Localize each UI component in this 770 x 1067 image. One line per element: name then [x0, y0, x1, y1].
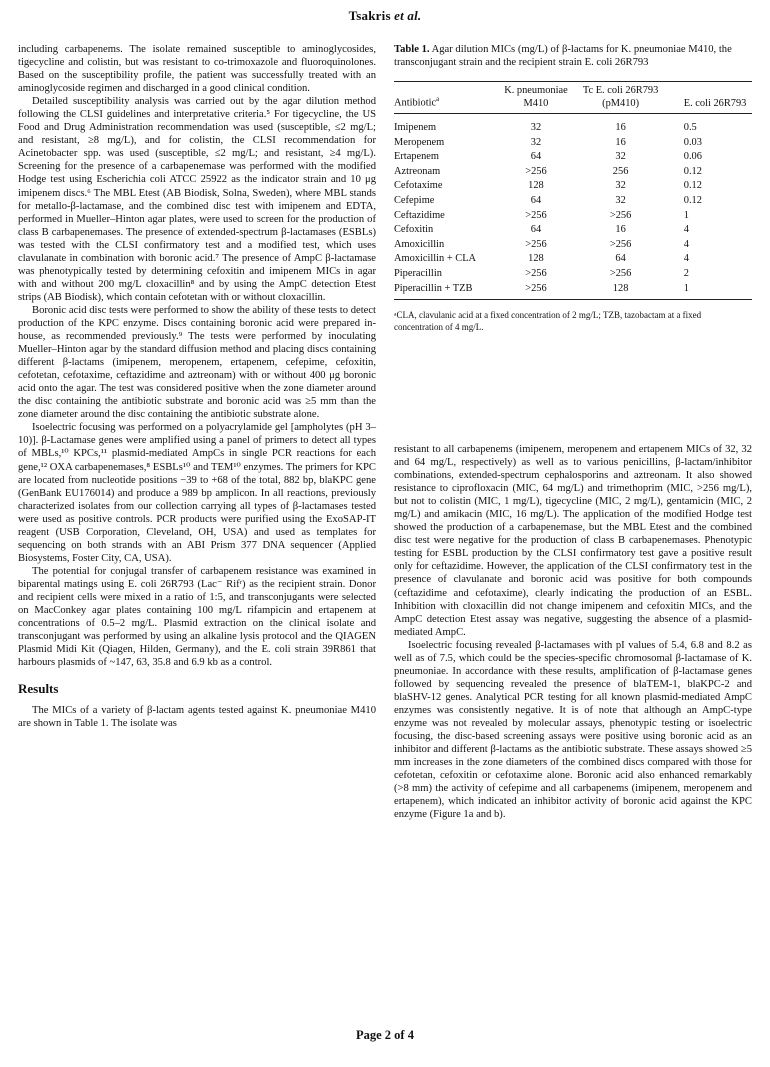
table-cell-mic: 4 — [683, 224, 689, 236]
table-cell-antibiotic: Imipenem — [394, 122, 437, 134]
table-cell-mic: 0.5 — [683, 122, 697, 134]
paragraph: including carbapenems. The isolate remained susceptible to aminoglycosides, tigecycline and colistin, but was resistant to co-trimoxazole and fluoroquinolones. Based on the susceptibility profile, the patient was successfully treated with an aminoglycoside regimen and discharged in a good clinical condition. — [18, 44, 376, 95]
table-cell-mic: 128 — [528, 180, 544, 192]
table-row — [394, 165, 752, 180]
table-cell-mic: 4 — [683, 238, 689, 250]
running-head-authors: Tsakris — [348, 8, 391, 23]
table-footnote: ᵃCLA, clavulanic acid at a fixed concentration of 2 mg/L; TZB, tazobactam at a fixed concentration of 4 mg/L. — [394, 310, 702, 332]
table-cell-mic: 1 — [683, 282, 689, 294]
table-cell-mic: 4 — [683, 253, 689, 265]
table-cell-mic: 0.12 — [683, 165, 702, 177]
table-caption-text: Agar dilution MICs (mg/L) of β-lactams for K. pneumoniae M410, the transconjugant strain and the recipient strain E. coli 26R793 — [394, 44, 732, 69]
left-column — [18, 43, 376, 730]
table-row — [394, 252, 752, 267]
table-cell-antibiotic: Ceftazidime — [394, 209, 445, 221]
table-cell-antibiotic: Cefoxitin — [394, 224, 434, 236]
table-cell-antibiotic: Amoxicillin — [394, 238, 445, 250]
paragraph: Boronic acid disc tests were performed to show the ability of these tests to detect production of the KPC enzyme. Discs containing boronic acid were prepared in-house, as recommended previously.⁹ The tests were performed by inoculating Mueller–Hinton agar by the standard diffusion method and placing discs containing different β-lactams (imipenem, meropenem, ertapenem, cefepime, cefoxitin, cefotetan, cefotaxime, ceftazidime and aztreonam) with or without 400 μg boronic acid onto the agar. The test was considered positive when the zone diameter around the disc containing the antibiotic substrate and boronic acid was ≥5 mm than the zone diameter around the disc containing the antibiotic substrate alone. — [18, 304, 376, 421]
table-cell-mic: >256 — [525, 165, 547, 177]
table-cell-mic: 0.12 — [683, 180, 702, 192]
table-cell-mic: 32 — [615, 180, 626, 192]
paragraph: The potential for conjugal transfer of carbapenem resistance was examined in biparental matings using E. coli 26R793 (Lac⁻ Rifʳ) as the recipient strain. Donor and recipient cells were mixed in a ratio of 1:5, and transconjugants were selected on MacConkey agar plates containing 100 mg/L rifampicin and ertapenem at concentrations of 0.5–2 mg/L. Plasmid extraction on the clinical isolate and transconjugant was performed by using an alkaline lysis protocol and the QIAGEN Plasmid Midi Kit (Qiagen, Hilden, Germany), and the E. coli strain 39R861 that harbours plasmids of ~147, 63, 35.8 and 6.9 kb as a control. — [18, 565, 376, 669]
table-row — [394, 194, 752, 209]
table-row — [394, 136, 752, 151]
table-cell-mic: >256 — [609, 268, 632, 280]
table-cell-mic: 64 — [615, 253, 626, 265]
paragraph: Detailed susceptibility analysis was carried out by the agar dilution method following the CLSI guidelines and interpretative criteria.⁵ For tigecycline, the US Food and Drug Administration recommendation was used (susceptible, ≤2 mg/L; and resistant, ≥8 mg/L), and for colistin, the CLSI recommendation for Acinetobacter spp. was used (susceptible, ≤2 mg/L; and resistant, ≥4 mg/L). Screening for the presence of a carbapenemase was performed with the modified Hodge test using Escherichia coli ATCC 25922 as the indicator strain and 10 μg imipenem discs.⁶ The MBL Etest (AB Biodisk, Solna, Sweden), where MBL stands for metallo-β-lactamase, and the combined disc test with imipenem and EDTA, performed in Mueller–Hinton agar plates, were used to screen for the production of class B carbapenemases. The presence of extended-spectrum β-lactamases (ESBLs) was tested with the CLSI confirmatory test and a modified test, which uses clavulanate in combination with boronic acid.⁷ The presence of AmpC β-lactamase was phenotypically tested by determining cefoxitin and imipenem MICs in agar with and without 200 mg/L cloxacillin⁸ and by using the AmpC detection Etest strips (AB Biodisk), which contain cefotetan with or without cloxacillin. — [18, 96, 376, 303]
table-cell-mic: 16 — [615, 122, 626, 134]
table-cell-mic: >256 — [609, 238, 632, 250]
right-column — [394, 443, 752, 821]
table-cell-mic: >256 — [525, 209, 547, 221]
table-cell-mic: 256 — [612, 165, 629, 177]
header-transconjugant: Tc E. coli 26R793 (pM410) — [582, 85, 659, 109]
header-ecoli: E. coli 26R793 — [683, 97, 747, 109]
table-cell-mic: 32 — [615, 195, 626, 207]
table-cell-mic: 32 — [530, 136, 542, 148]
table-cell-antibiotic: Ertapenem — [394, 151, 440, 163]
paragraph: resistant to all carbapenems (imipenem, meropenem and ertapenem MICs of 32, 32 and 64 mg/L, respectively) as well as to various penicillins, β-lactam/inhibitor combinations, extended-spectrum cephalosporins and aztreonam. It also showed resistance to ciprofloxacin (MIC, 64 mg/L) and trimethoprim (MIC, >256 mg/L), but not to colistin (MIC, 1 mg/L), tigecycline (MIC, 2 mg/L), gentamicin (MIC, 2 mg/L) and amikacin (MIC, 16 mg/L). The application of the modified Hodge test showed the production of a carbapenemase, but the MBL Etest and the combined disc test were negative for the production of class B carbapenemases. Phenotypic testing for ESBL production by the CLSI confirmatory test gave a positive result only for ceftazidime. However, the application of the CLSI confirmatory test in the presence of clavulanate and boronic acid was positive for both compounds (ceftazidime and cefotaxime), clearly indicating the production of an ESBL. Inhibition with cloxacillin did not change imipenem and cefoxitin MICs, and the AmpC detection Etest assay was negative, suggesting the absence of a plasmid-mediated AmpC. — [394, 444, 752, 638]
table-cell-antibiotic: Cefepime — [394, 195, 435, 207]
mic-table — [394, 81, 752, 300]
running-head — [0, 8, 770, 24]
table-row — [394, 114, 752, 136]
table-cell-antibiotic: Aztreonam — [394, 165, 441, 177]
table-cell-antibiotic: Piperacillin + TZB — [394, 282, 473, 294]
table-cell-mic: 0.06 — [683, 151, 702, 163]
paragraph: The MICs of a variety of β-lactam agents tested against K. pneumoniae M410 are shown in Table 1. The isolate was — [18, 705, 376, 730]
table-row — [394, 179, 752, 194]
table-cell-mic: >256 — [609, 209, 632, 221]
paragraph: Isoelectric focusing revealed β-lactamases with pI values of 5.4, 6.8 and 8.2 as well as of 7.5, which could be the species-specific chromosomal β-lactamase of K. pneumoniae. In accordance with these results, amplification of β-lactamase genes followed by sequencing revealed the presence of blaTEM-1, blaKPC-2 and blaSHV-12 genes. Analytical PCR testing for all known plasmid-mediated AmpC enzymes was consistently negative. It is of note that although an AmpC-type enzyme was not revealed by molecular assays, phenotypic testing or isoelectric focusing, the disc-based screening assays were positive using boronic acid as an inhibitor and different β-lactams as the antibiotic substrate. These assays showed ≥5 mm increases in the zone diameters of the combined discs compared with those for cefotetan, cefoxitin or cefotaxime alone. Boronic acid also enhanced remarkably (>8 mm) the activity of cefepime and all carbapenems (imipenem, meropenem and ertapenem), which indicated an inhibitor activity of boronic acid against the KPC enzyme (Figure 1a and b). — [394, 639, 752, 821]
header-antibiotic: Antibiotic$^a$ — [394, 95, 440, 109]
table-caption — [394, 43, 752, 69]
table-cell-antibiotic: Meropenem — [394, 136, 445, 148]
table-row — [394, 282, 752, 300]
running-head-etal: et al. — [394, 8, 422, 23]
page-number: Page 2 of 4 — [356, 1028, 414, 1042]
table-cell-mic: 0.03 — [683, 136, 702, 148]
table-cell-mic: >256 — [525, 282, 547, 294]
table-label: Table 1. — [394, 44, 430, 55]
table-cell-antibiotic: Amoxicillin + CLA — [394, 253, 477, 265]
table-cell-antibiotic: Cefotaxime — [394, 180, 443, 192]
table-row — [394, 223, 752, 238]
table-cell-mic: >256 — [525, 268, 547, 280]
table-header-row — [394, 82, 752, 114]
header-kpneumoniae: K. pneumoniae M410 — [504, 85, 568, 109]
section-heading-results: Results — [18, 681, 59, 697]
table-cell-mic: 128 — [612, 282, 629, 294]
table-row — [394, 267, 752, 282]
table-cell-mic: 64 — [530, 224, 542, 236]
table-cell-antibiotic: Piperacillin — [394, 268, 442, 280]
table-cell-mic: >256 — [525, 238, 547, 250]
table-cell-mic: 64 — [530, 195, 542, 207]
table-1 — [394, 43, 752, 333]
table-row — [394, 209, 752, 224]
paragraph: Isoelectric focusing was performed on a polyacrylamide gel [ampholytes (pH 3–10)]. β-Lactamase genes were amplified using a panel of primers to detect all types of MBLs,¹⁰ KPCs,¹¹ plasmid-mediated AmpCs in single PCR reactions for each gene,¹² OXA carbapenemases,⁸ ESBLs¹⁰ and TEM¹⁰ enzymes. The primers for KPC are located from nucleotide positions −39 to +68 of the total, 882 bp, blaKPC gene (GenBank EU176014) and produce a 989 bp amplicon. In all reactions, previously characterized isolates from our collection carrying all types of β-lactamases tested were used as positive controls. PCR products were purified using the ExoSAP-IT reagent (USB Corporation, Cleveland, OH, USA) and used as templates for sequencing on both strands with an ABI Prism 377 DNA sequencer (Applied Biosystems, Foster City, CA, USA). — [18, 422, 376, 564]
table-cell-mic: 32 — [615, 151, 626, 163]
table-cell-mic: 1 — [683, 209, 689, 221]
table-cell-mic: 16 — [615, 136, 626, 148]
table-row — [394, 150, 752, 165]
table-cell-mic: 32 — [530, 122, 542, 134]
table-cell-mic: 64 — [530, 151, 542, 163]
table-cell-mic: 128 — [528, 253, 544, 265]
table-body — [394, 114, 752, 300]
table-cell-mic: 0.12 — [683, 195, 702, 207]
table-row — [394, 238, 752, 253]
table-cell-mic: 16 — [615, 224, 626, 236]
table-cell-mic: 2 — [683, 268, 689, 280]
